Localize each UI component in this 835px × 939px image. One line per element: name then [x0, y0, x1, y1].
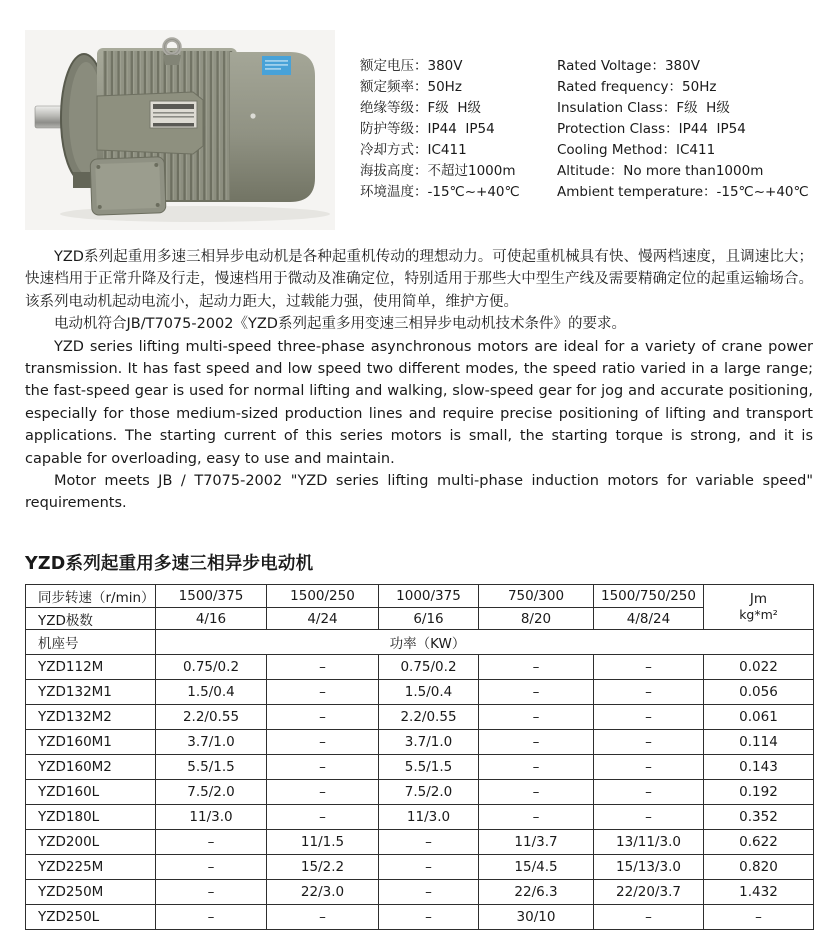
- jm-value-cell: 1.432: [704, 880, 814, 905]
- power-value-cell: 15/13/3.0: [594, 855, 704, 880]
- motor-nameplate: [150, 101, 197, 128]
- poles-label: YZD极数: [26, 608, 156, 630]
- jm-value-cell: –: [704, 905, 814, 930]
- model-cell: YZD225M: [26, 855, 156, 880]
- power-kw-label: 功率（KW）: [156, 630, 814, 655]
- table-row: [26, 730, 814, 755]
- model-cell: YZD160L: [26, 780, 156, 805]
- spec-line: Protection Class：IP44 IP54: [557, 121, 746, 137]
- spec-line: Cooling Method：IC411: [557, 142, 716, 158]
- power-value-cell: –: [594, 680, 704, 705]
- poles-cell: 8/20: [479, 608, 594, 630]
- spec-line: 海拔高度：不超过1000m: [360, 163, 516, 179]
- power-value-cell: –: [267, 655, 379, 680]
- power-value-cell: 15/2.2: [267, 855, 379, 880]
- speed-cell: 750/300: [479, 585, 594, 608]
- spec-table: [25, 584, 814, 930]
- power-value-cell: 11/3.0: [156, 805, 267, 830]
- spec-line: 冷却方式：IC411: [360, 142, 467, 158]
- power-value-cell: –: [479, 680, 594, 705]
- model-cell: YZD132M1: [26, 680, 156, 705]
- poles-cell: 4/16: [156, 608, 267, 630]
- model-cell: YZD160M2: [26, 755, 156, 780]
- speed-cell: 1500/750/250: [594, 585, 704, 608]
- power-value-cell: 3.7/1.0: [156, 730, 267, 755]
- spec-line: 额定电压：380V: [360, 58, 463, 74]
- power-value-cell: –: [479, 655, 594, 680]
- spec-line: 额定频率：50Hz: [360, 79, 462, 95]
- power-value-cell: –: [479, 755, 594, 780]
- table-row: [26, 755, 814, 780]
- power-value-cell: –: [156, 880, 267, 905]
- speed-cell: 1500/250: [267, 585, 379, 608]
- power-value-cell: –: [267, 905, 379, 930]
- model-cell: YZD200L: [26, 830, 156, 855]
- power-value-cell: –: [479, 780, 594, 805]
- power-value-cell: 1.5/0.4: [156, 680, 267, 705]
- power-value-cell: –: [379, 905, 479, 930]
- spec-block: [360, 56, 809, 203]
- jm-value-cell: 0.622: [704, 830, 814, 855]
- power-value-cell: –: [594, 730, 704, 755]
- jm-header-cell: [704, 585, 814, 630]
- frame-label: 机座号: [26, 630, 156, 655]
- spec-line: Rated Voltage：380V: [557, 58, 700, 74]
- power-value-cell: –: [267, 680, 379, 705]
- jm-value-cell: 0.820: [704, 855, 814, 880]
- jm-value-cell: 0.056: [704, 680, 814, 705]
- spec-line: 绝缘等级：F级 H级: [360, 100, 481, 116]
- power-value-cell: –: [479, 705, 594, 730]
- table-row: [26, 705, 814, 730]
- header-row-sync-speed: [26, 585, 814, 608]
- power-value-cell: –: [594, 655, 704, 680]
- model-cell: YZD112M: [26, 655, 156, 680]
- power-value-cell: –: [267, 730, 379, 755]
- jm-value-cell: 0.192: [704, 780, 814, 805]
- power-value-cell: 5.5/1.5: [156, 755, 267, 780]
- power-value-cell: 1.5/0.4: [379, 680, 479, 705]
- power-value-cell: –: [594, 705, 704, 730]
- poles-cell: 4/24: [267, 608, 379, 630]
- specs-en: [557, 56, 809, 203]
- jm-value-cell: 0.061: [704, 705, 814, 730]
- jm-value-cell: 0.143: [704, 755, 814, 780]
- power-value-cell: 15/4.5: [479, 855, 594, 880]
- power-value-cell: 0.75/0.2: [156, 655, 267, 680]
- header-row-poles: [26, 608, 814, 630]
- description-en-standard: Motor meets JB / T7075-2002 "YZD series lifting multi-phase induction motors for variable speed" requirements.: [25, 473, 813, 512]
- table-row: [26, 830, 814, 855]
- power-value-cell: –: [156, 855, 267, 880]
- power-value-cell: 0.75/0.2: [379, 655, 479, 680]
- motor-illustration: [25, 30, 335, 230]
- power-value-cell: 7.5/2.0: [156, 780, 267, 805]
- table-row: [26, 680, 814, 705]
- jm-value-cell: 0.022: [704, 655, 814, 680]
- spec-line: Altitude：No more than1000m: [557, 163, 764, 179]
- table-body: [26, 655, 814, 930]
- spec-line: 防护等级：IP44 IP54: [360, 121, 495, 137]
- power-value-cell: –: [156, 905, 267, 930]
- sync-speed-label: 同步转速（r/min）: [26, 585, 156, 608]
- table-row: [26, 880, 814, 905]
- power-value-cell: –: [594, 905, 704, 930]
- speed-cell: 1000/375: [379, 585, 479, 608]
- power-value-cell: –: [594, 805, 704, 830]
- power-value-cell: –: [594, 780, 704, 805]
- table-row: [26, 855, 814, 880]
- power-value-cell: 2.2/0.55: [379, 705, 479, 730]
- header-row-frame: [26, 630, 814, 655]
- power-value-cell: –: [479, 730, 594, 755]
- model-cell: YZD250L: [26, 905, 156, 930]
- model-cell: YZD132M2: [26, 705, 156, 730]
- power-value-cell: –: [156, 830, 267, 855]
- table-title: YZD系列起重用多速三相异步电动机: [25, 554, 314, 574]
- power-value-cell: –: [267, 755, 379, 780]
- description-block: [25, 246, 813, 515]
- power-value-cell: 11/3.0: [379, 805, 479, 830]
- power-value-cell: –: [379, 830, 479, 855]
- table-row: [26, 655, 814, 680]
- power-value-cell: 30/10: [479, 905, 594, 930]
- jm-value-cell: 0.352: [704, 805, 814, 830]
- blue-label-sticker: [262, 56, 291, 75]
- power-value-cell: 3.7/1.0: [379, 730, 479, 755]
- power-value-cell: 7.5/2.0: [379, 780, 479, 805]
- model-cell: YZD250M: [26, 880, 156, 905]
- power-value-cell: 11/1.5: [267, 830, 379, 855]
- table-row: [26, 780, 814, 805]
- spec-line: 环境温度：-15℃~+40℃: [360, 184, 520, 200]
- power-value-cell: –: [379, 855, 479, 880]
- table-row: [26, 905, 814, 930]
- power-value-cell: 5.5/1.5: [379, 755, 479, 780]
- speed-cell: 1500/375: [156, 585, 267, 608]
- description-en-paragraph: YZD series lifting multi-speed three-phase asynchronous motors are ideal for a variety of crane power transmission. It has fast speed and low speed two different modes, the speed ratio varied in a large range; the fast-speed gear is used for normal lifting and walking, slow-speed gear for jog and accurate positioning, especially for those medium-sized production lines and require precise positioning of lifting and transport applications. The starting current of this series motors is small, the starting torque is strong, and it is capable for overloading, easy to use and maintain.: [25, 338, 813, 467]
- jm-value-cell: 0.114: [704, 730, 814, 755]
- power-value-cell: 2.2/0.55: [156, 705, 267, 730]
- power-value-cell: 11/3.7: [479, 830, 594, 855]
- power-value-cell: –: [594, 755, 704, 780]
- table-row: [26, 805, 814, 830]
- poles-cell: 4/8/24: [594, 608, 704, 630]
- description-zh-paragraph: YZD系列起重用多速三相异步电动机是各种起重机传动的理想动力。可使起重机械具有快、慢两档速度，且调速比大；快速档用于正常升降及行走，慢速档用于微动及准确定位，特别适用于那些大中型生产线及需要精确定位的起重运输场合。该系列电动机起动电流小，起动力距大，过载能力强，使用简单，维护方便。: [25, 249, 813, 310]
- description-zh-standard: 电动机符合JB/T7075-2002《YZD系列起重多用变速三相异步电动机技术条件》的要求。: [54, 316, 626, 333]
- poles-cell: 6/16: [379, 608, 479, 630]
- power-value-cell: –: [379, 880, 479, 905]
- junction-box: [90, 157, 166, 216]
- jm-unit: kg*m²: [739, 607, 778, 622]
- power-value-cell: –: [479, 805, 594, 830]
- power-value-cell: –: [267, 705, 379, 730]
- spec-line: Insulation Class：F级 H级: [557, 100, 730, 116]
- power-value-cell: –: [267, 780, 379, 805]
- model-cell: YZD180L: [26, 805, 156, 830]
- specs-zh: [360, 56, 557, 203]
- power-value-cell: 22/6.3: [479, 880, 594, 905]
- model-cell: YZD160M1: [26, 730, 156, 755]
- spec-line: Rated frequency：50Hz: [557, 79, 717, 95]
- jm-label: Jm: [749, 591, 768, 607]
- motor-photo: [25, 30, 335, 230]
- power-value-cell: 22/3.0: [267, 880, 379, 905]
- power-value-cell: –: [267, 805, 379, 830]
- power-value-cell: 13/11/3.0: [594, 830, 704, 855]
- power-value-cell: 22/20/3.7: [594, 880, 704, 905]
- spec-line: Ambient temperature：-15℃~+40℃: [557, 184, 809, 200]
